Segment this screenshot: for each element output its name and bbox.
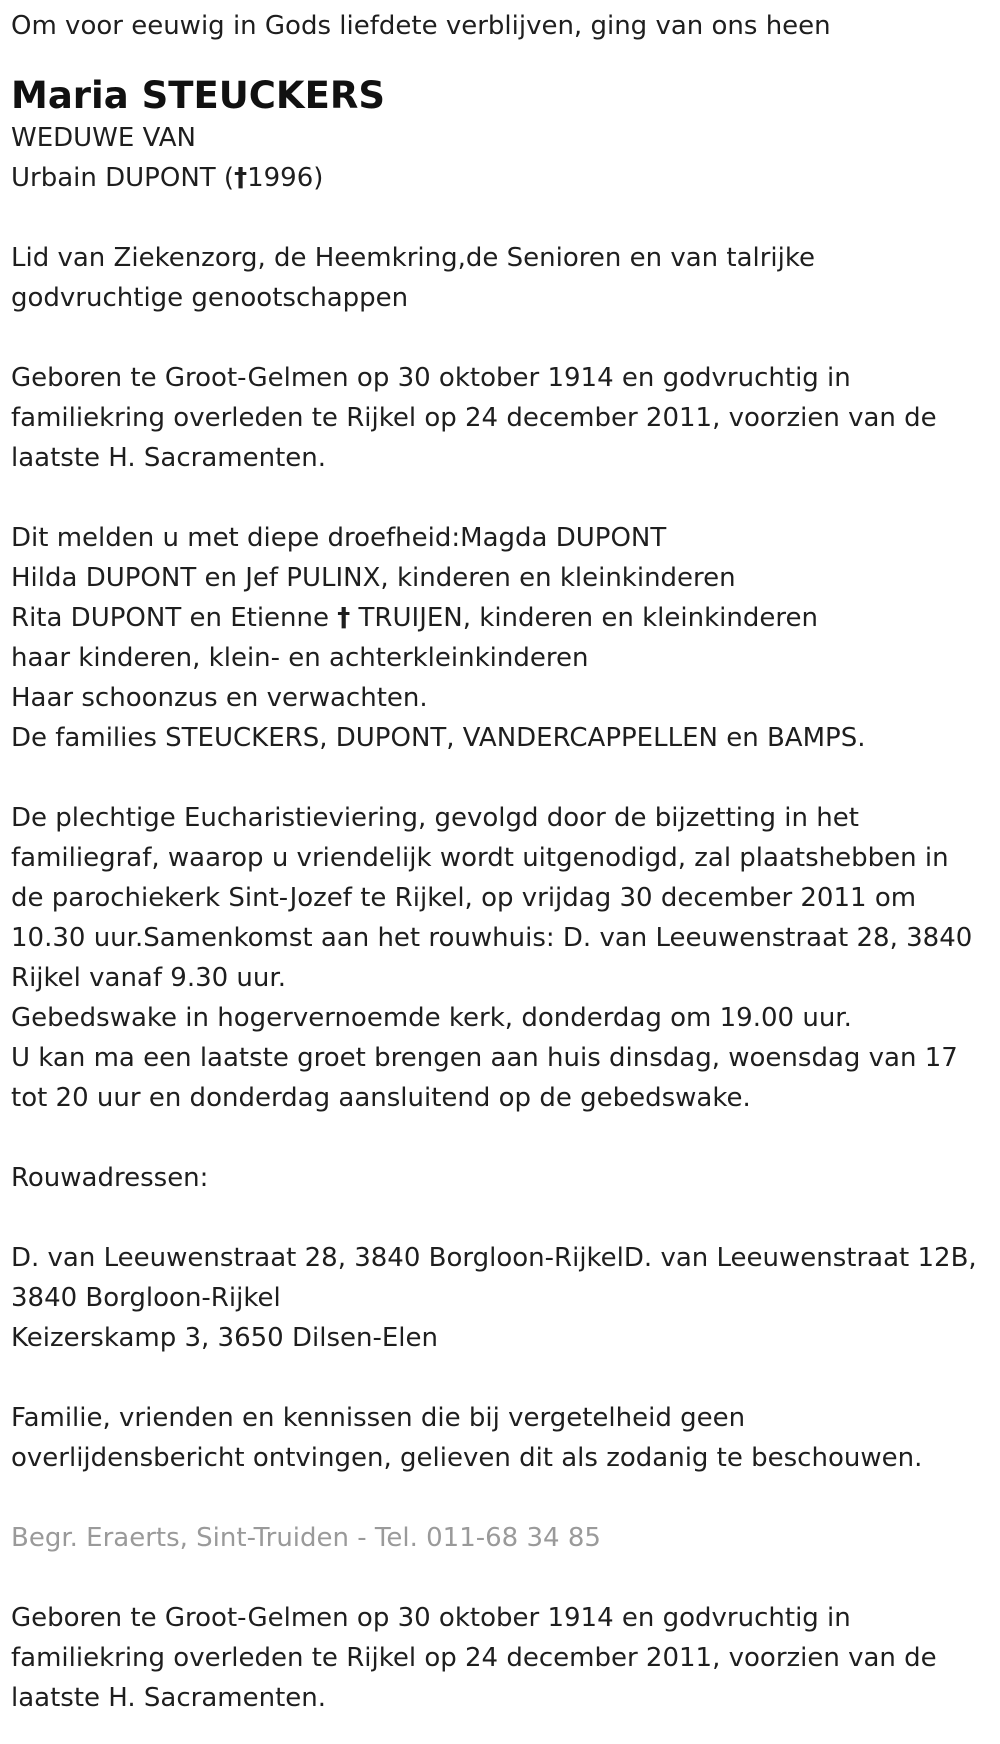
family-line: [11, 598, 991, 638]
birth-death-line: laatste H. Sacramenten.: [11, 443, 326, 473]
ceremony-line: Gebedswake in hogervernoemde kerk, donderdag om 19.00 uur.: [11, 1003, 852, 1033]
ceremony-line: De plechtige Eucharistieviering, gevolgd door de bijzetting in het: [11, 803, 859, 833]
spacer: [11, 1358, 991, 1398]
address-line: 3840 Borgloon-Rijkel: [11, 1283, 281, 1313]
spouse-line: [11, 158, 991, 198]
cross-icon: †: [337, 603, 351, 633]
spacer: [11, 478, 991, 518]
family-paragraph: [11, 518, 991, 758]
ceremony-line: familiegraf, waarop u vriendelijk wordt uitgenodigd, zal plaatshebben in: [11, 843, 949, 873]
notice-line: Familie, vrienden en kennissen die bij vergetelheid geen: [11, 1403, 746, 1433]
family-line: De families STEUCKERS, DUPONT, VANDERCAPPELLEN en BAMPS.: [11, 723, 866, 753]
birth-death-line: familiekring overleden te Rijkel op 24 december 2011, voorzien van de: [11, 1643, 937, 1673]
spacer: [11, 1198, 991, 1238]
widow-label: WEDUWE VAN: [11, 123, 196, 153]
membership-paragraph: [11, 238, 991, 318]
birth-death-line: Geboren te Groot-Gelmen op 30 oktober 1914 en godvruchtig in: [11, 363, 851, 393]
spouse-death-year: 1996): [247, 163, 324, 193]
addresses-list: [11, 1238, 991, 1358]
address-line: D. van Leeuwenstraat 28, 3840 Borgloon-RijkelD. van Leeuwenstraat 12B,: [11, 1243, 977, 1273]
birth-death-line: familiekring overleden te Rijkel op 24 december 2011, voorzien van de: [11, 403, 937, 433]
deceased-name: Maria STEUCKERS: [11, 74, 386, 117]
ceremony-line: U kan ma een laatste groet brengen aan huis dinsdag, woensdag van 17: [11, 1043, 958, 1073]
address-line: Keizerskamp 3, 3650 Dilsen-Elen: [11, 1323, 438, 1353]
spouse-name: Urbain DUPONT (: [11, 163, 235, 193]
spacer: [11, 198, 991, 238]
cross-icon: †: [234, 163, 248, 193]
undertaker-credit: Begr. Eraerts, Sint-Truiden - Tel. 011-68 34 85: [11, 1523, 601, 1553]
birth-death-line: Geboren te Groot-Gelmen op 30 oktober 1914 en godvruchtig in: [11, 1603, 851, 1633]
spacer: [11, 758, 991, 798]
notice-line: overlijdensbericht ontvingen, gelieven dit als zodanig te beschouwen.: [11, 1443, 923, 1473]
membership-line: Lid van Ziekenzorg, de Heemkring,de Senioren en van talrijke: [11, 243, 815, 273]
ceremony-line: Rijkel vanaf 9.30 uur.: [11, 963, 286, 993]
spacer: [11, 318, 991, 358]
intro-text: Om voor eeuwig in Gods liefdete verblijven, ging van ons heen: [11, 11, 831, 41]
death-notice: [11, 0, 991, 1718]
family-line-suffix: TRUIJEN, kinderen en kleinkinderen: [350, 603, 818, 633]
notice-paragraph: [11, 1398, 991, 1478]
spacer: [11, 1478, 991, 1518]
family-line: haar kinderen, klein- en achterkleinkinderen: [11, 643, 589, 673]
family-line: Hilda DUPONT en Jef PULINX, kinderen en kleinkinderen: [11, 563, 736, 593]
spacer: [11, 1118, 991, 1158]
ceremony-line: 10.30 uur.Samenkomst aan het rouwhuis: D. van Leeuwenstraat 28, 3840: [11, 923, 973, 953]
family-line: Dit melden u met diepe droefheid:Magda DUPONT: [11, 523, 667, 553]
birth-death-paragraph: [11, 358, 991, 478]
ceremony-line: de parochiekerk Sint-Jozef te Rijkel, op vrijdag 30 december 2011 om: [11, 883, 917, 913]
membership-line: godvruchtige genootschappen: [11, 283, 409, 313]
birth-death-line: laatste H. Sacramenten.: [11, 1683, 326, 1713]
birth-death-repeat-paragraph: [11, 1598, 991, 1718]
ceremony-paragraph: [11, 798, 991, 1118]
spacer: [11, 1558, 991, 1598]
family-line: Haar schoonzus en verwachten.: [11, 683, 428, 713]
family-line-prefix: Rita DUPONT en Etienne: [11, 603, 338, 633]
ceremony-line: tot 20 uur en donderdag aansluitend op de gebedswake.: [11, 1083, 751, 1113]
addresses-heading: Rouwadressen:: [11, 1163, 209, 1193]
